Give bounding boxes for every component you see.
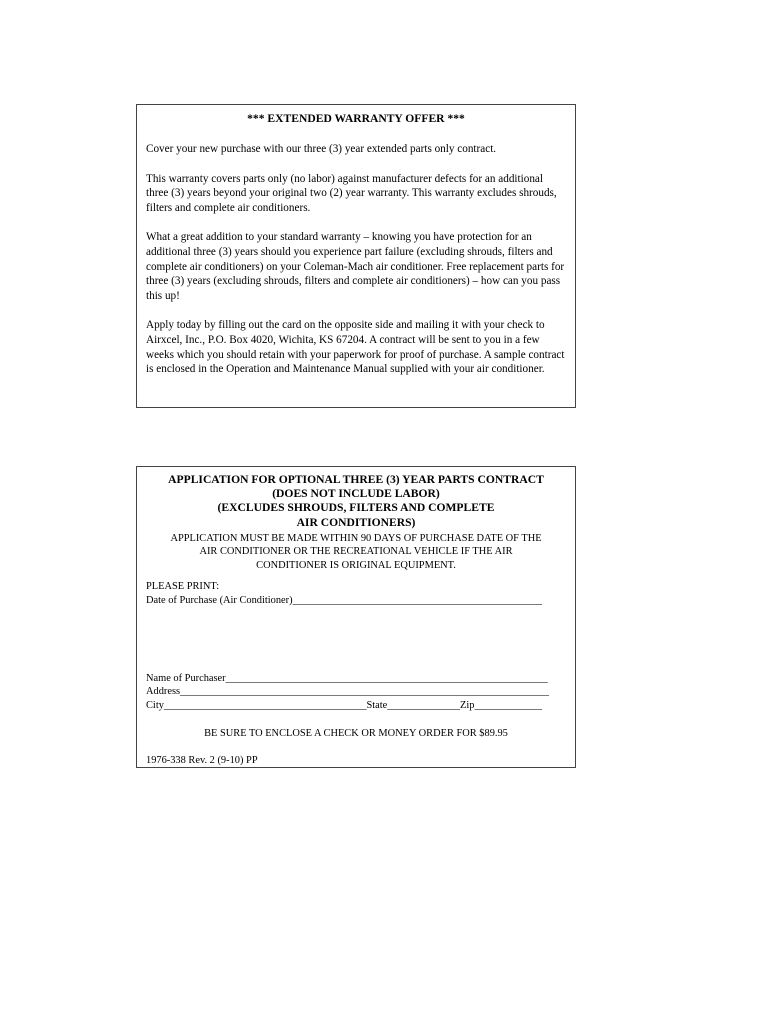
application-title-line: AIR CONDITIONERS) [296,515,416,529]
date-of-purchase-field[interactable]: Date of Purchase (Air Conditioner)________________________________________________ [146,594,542,606]
application-title [146,473,566,530]
please-print-label: PLEASE PRINT: [146,581,220,593]
address-field[interactable]: Address_______________________________________________________________________ [146,686,549,698]
offer-paragraph-intro: Cover your new purchase with our three (3) year extended parts only contract. [146,143,497,155]
enclose-payment-notice: BE SURE TO ENCLOSE A CHECK OR MONEY ORDER FOR $89.95 [204,728,508,740]
application-title-line: (EXCLUDES SHROUDS, FILTERS AND COMPLETE [217,501,495,515]
notice-line: CONDITIONER IS ORIGINAL EQUIPMENT. [256,559,456,571]
application-title-line: (DOES NOT INCLUDE LABOR) [272,487,440,501]
name-of-purchaser-field[interactable]: Name of Purchaser______________________________________________________________ [146,672,548,684]
offer-paragraph-coverage: This warranty covers parts only (no labor) against manufacturer defects for an additional three (3) years beyond your original two (2) year warranty. This warranty excludes shrouds, filters and complete air conditioners. [146,172,557,214]
city-state-zip-field[interactable]: City_______________________________________State______________Zip_____________ [146,699,542,711]
offer-paragraph-apply: Apply today by filling out the card on the opposite side and mailing it with your check to Airxcel, Inc., P.O. Box 4020, Wichita, KS 67204. A contract will be sent to you in a few weeks which you should retain with your paperwork for proof of purchase. A sample contract is enclosed in the Operation and Maintenance Manual supplied with your air conditioner. [146,319,565,376]
notice-line: AIR CONDITIONER OR THE RECREATIONAL VEHICLE IF THE AIR [199,546,513,558]
application-deadline-notice [146,532,566,573]
offer-title: *** EXTENDED WARRANTY OFFER *** [247,112,465,125]
extended-warranty-offer-box [136,104,576,408]
offer-paragraph-benefits: What a great addition to your standard warranty – knowing you have protection for an additional three (3) years should you experience part failure (excluding shrouds, filters and complete air conditioners) on your Coleman-Mach air conditioner. Free replacement parts for three (3) years (excluding shrouds, filters and complete air conditioners) – how can you pass this up! [146,231,565,302]
application-card-box [136,466,576,768]
notice-line: APPLICATION MUST BE MADE WITHIN 90 DAYS OF PURCHASE DATE OF THE [170,532,542,544]
form-code: 1976-338 Rev. 2 (9-10) PP [146,754,258,766]
application-title-line: APPLICATION FOR OPTIONAL THREE (3) YEAR PARTS CONTRACT [168,473,544,486]
